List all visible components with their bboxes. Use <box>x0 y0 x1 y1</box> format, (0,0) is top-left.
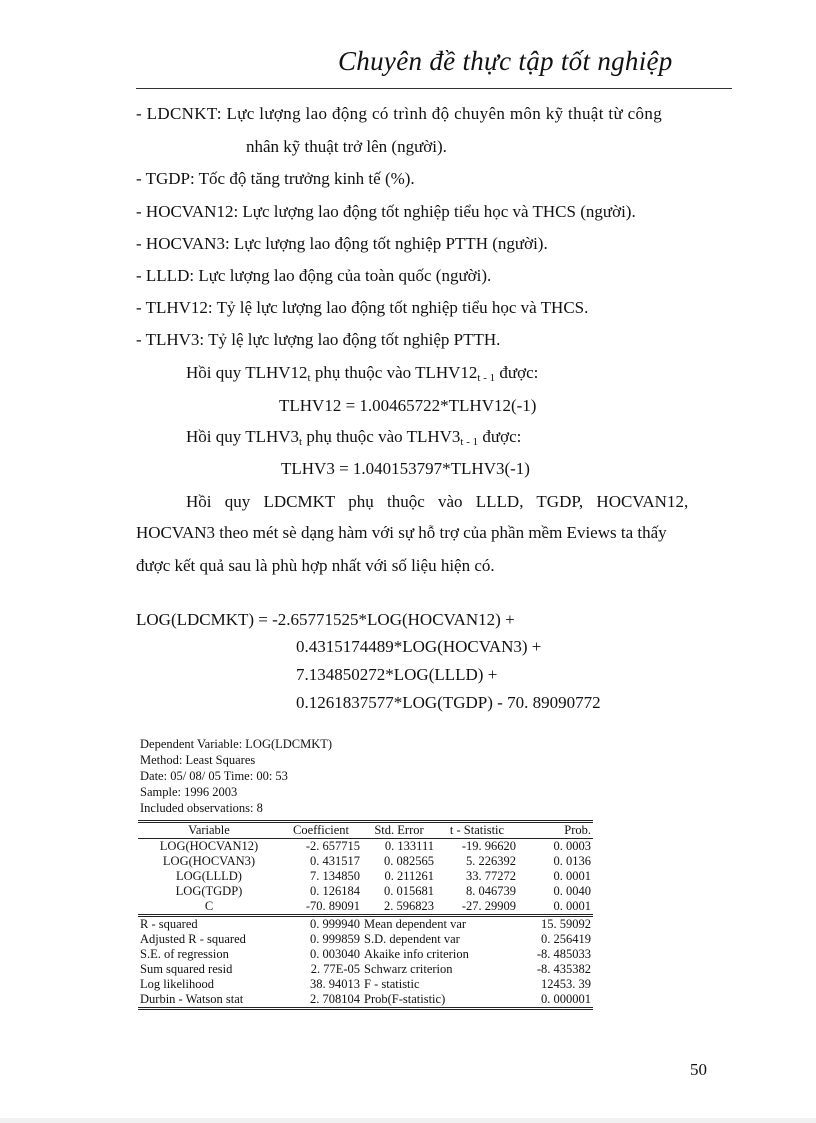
eviews-header <box>140 736 332 816</box>
eviews-sample: Sample: 1996 2003 <box>140 785 238 799</box>
variable-cell: LOG(HOCVAN12) <box>159 839 259 853</box>
t-statistic-cell: 5. 226392 <box>466 854 516 868</box>
stat-value: -8. 485033 <box>536 947 591 961</box>
eviews-dependent-variable: Dependent Variable: LOG(LDCMKT) <box>140 737 333 751</box>
page-bottom-edge <box>0 1118 816 1123</box>
eviews-date-time: Date: 05/ 08/ 05 Time: 00: 53 <box>140 769 288 783</box>
page-header-title: Chuyên đề thực tập tốt nghiệp <box>338 46 673 76</box>
regression1-intro-text-b: phụ thuộc vào TLHV12 <box>310 363 478 382</box>
regression2-intro-text-c: được: <box>478 427 522 446</box>
definition-tgdp: - TGDP: Tốc độ tăng trưởng kinh tế (%). <box>136 169 415 188</box>
stat-label: R - squared <box>138 916 280 933</box>
t-statistic-cell: -27. 29909 <box>461 899 516 913</box>
t-statistic-cell: 33. 77272 <box>466 869 516 883</box>
stat-label: Durbin - Watson stat <box>138 992 280 1009</box>
column-header-variable: Variable <box>138 822 280 839</box>
regression1-subscript-t-1: t - 1 <box>477 372 496 384</box>
main-equation-line-1: LOG(LDCMKT) = -2.65771525*LOG(HOCVAN12) + <box>136 610 515 629</box>
definition-hocvan12: - HOCVAN12: Lực lượng lao động tốt nghiệp tiểu học và THCS (người). <box>136 202 636 221</box>
definition-hocvan3: - HOCVAN3: Lực lượng lao động tốt nghiệp PTTH (người). <box>136 234 548 253</box>
std-error-cell: 0. 082565 <box>384 854 434 868</box>
std-error-cell: 0. 133111 <box>384 839 434 853</box>
table-row <box>138 839 593 855</box>
eviews-method: Method: Least Squares <box>140 753 256 767</box>
stat-value: 0. 999940 <box>280 916 362 933</box>
t-statistic-cell: 8. 046739 <box>466 884 516 898</box>
stat-value: 0. 003040 <box>310 947 360 961</box>
main-equation-line-2: 0.4315174489*LOG(HOCVAN3) + <box>296 637 542 656</box>
column-header-prob: Prob. <box>518 822 593 839</box>
definition-ldcnkt-continued: nhân kỹ thuật trở lên (người). <box>246 137 447 156</box>
definition-tlhv3: - TLHV3: Tỷ lệ lực lượng lao động tốt nghiệp PTTH. <box>136 330 501 349</box>
variable-cell: LOG(TGDP) <box>175 884 243 898</box>
regression1-subscript-t: t <box>307 372 311 384</box>
regression1-equation: TLHV12 = 1.00465722*TLHV12(-1) <box>279 396 537 415</box>
regression2-subscript-t: t <box>299 436 303 448</box>
stat-label: Akaike info criterion <box>364 947 469 961</box>
coefficient-cell: 0. 126184 <box>310 884 360 898</box>
stat-label: F - statistic <box>364 977 420 991</box>
eviews-regression-table <box>138 820 593 1010</box>
stat-value: 0. 256419 <box>541 932 591 946</box>
regression1-intro <box>186 363 538 388</box>
column-header-coefficient: Coefficient <box>280 822 362 839</box>
paragraph-line-3: được kết quả sau là phù hợp nhất với số liệu hiện có. <box>136 556 495 575</box>
stat-label: S.E. of regression <box>140 947 229 961</box>
stat-label: S.D. dependent var <box>364 932 460 946</box>
variable-cell: C <box>204 899 214 913</box>
stat-value: 0. 999859 <box>310 932 360 946</box>
regression2-equation: TLHV3 = 1.040153797*TLHV3(-1) <box>281 459 530 478</box>
stat-label: Sum squared resid <box>140 962 233 976</box>
stat-value: -8. 435382 <box>536 962 591 976</box>
stat-value: 38. 94013 <box>310 977 360 991</box>
coefficient-cell: -2. 657715 <box>305 839 360 853</box>
definition-ldcnkt: - LDCNKT: Lực lượng lao động có trình độ chuyên môn kỹ thuật từ công <box>136 104 663 123</box>
regression2-subscript-t-1: t - 1 <box>460 436 479 448</box>
regression2-intro <box>186 427 521 452</box>
table-row <box>138 899 593 916</box>
stat-label: Mean dependent var <box>362 916 518 933</box>
page-number: 50 <box>690 1060 707 1079</box>
stat-label: Adjusted R - squared <box>140 932 246 946</box>
variable-cell: LOG(HOCVAN3) <box>162 854 256 868</box>
regression1-intro-text-c: được: <box>495 363 539 382</box>
main-equation-line-3: 7.134850272*LOG(LLLD) + <box>296 665 498 684</box>
variable-cell: LOG(LLLD) <box>176 869 242 883</box>
stats-row <box>138 916 593 933</box>
stat-label: Schwarz criterion <box>364 962 453 976</box>
paragraph-line-1: Hồi quy LDCMKT phụ thuộc vào LLLD, TGDP, HOCVAN12, <box>186 492 689 511</box>
eviews-included-observations: Included observations: 8 <box>140 801 263 815</box>
table-row <box>138 884 593 899</box>
stats-row <box>138 947 593 962</box>
definition-tlhv12: - TLHV12: Tỷ lệ lực lượng lao động tốt nghiệp tiểu học và THCS. <box>136 298 589 317</box>
main-equation-line-4: 0.1261837577*LOG(TGDP) - 70. 89090772 <box>296 693 601 712</box>
table-row <box>138 854 593 869</box>
stats-row <box>138 962 593 977</box>
prob-cell: 0. 0003 <box>553 839 591 853</box>
prob-cell: 0. 0001 <box>553 899 591 913</box>
paragraph-line-2: HOCVAN3 theo mét sè dạng hàm với sự hỗ trợ của phần mềm Eviews ta thấy <box>136 523 667 542</box>
regression1-intro-text-a: Hồi quy TLHV12 <box>186 363 308 382</box>
prob-cell: 0. 0136 <box>553 854 591 868</box>
table-header-row <box>138 822 593 839</box>
stats-row <box>138 992 593 1009</box>
stat-value: 0. 000001 <box>518 992 593 1009</box>
header-divider <box>136 88 732 89</box>
stat-label: Prob(F-statistic) <box>362 992 518 1009</box>
coefficient-cell: 0. 431517 <box>310 854 360 868</box>
regression2-intro-text-b: phụ thuộc vào TLHV3 <box>302 427 461 446</box>
column-header-t-statistic: t - Statistic <box>436 822 518 839</box>
std-error-cell: 0. 211261 <box>384 869 434 883</box>
definition-llld: - LLLD: Lực lượng lao động của toàn quốc (người). <box>136 266 492 285</box>
coefficient-cell: -70. 89091 <box>305 899 360 913</box>
coefficient-cell: 7. 134850 <box>310 869 360 883</box>
std-error-cell: 0. 015681 <box>384 884 434 898</box>
std-error-cell: 2. 596823 <box>384 899 434 913</box>
stat-value: 2. 708104 <box>280 992 362 1009</box>
regression2-intro-text-a: Hồi quy TLHV3 <box>186 427 300 446</box>
column-header-std-error: Std. Error <box>362 822 436 839</box>
prob-cell: 0. 0040 <box>553 884 591 898</box>
stat-value: 2. 77E-05 <box>310 962 360 976</box>
t-statistic-cell: -19. 96620 <box>461 839 516 853</box>
stat-label: Log likelihood <box>140 977 214 991</box>
prob-cell: 0. 0001 <box>553 869 591 883</box>
table-row <box>138 869 593 884</box>
stats-row <box>138 932 593 947</box>
stat-value: 12453. 39 <box>541 977 591 991</box>
stats-row <box>138 977 593 992</box>
stat-value: 15. 59092 <box>518 916 593 933</box>
